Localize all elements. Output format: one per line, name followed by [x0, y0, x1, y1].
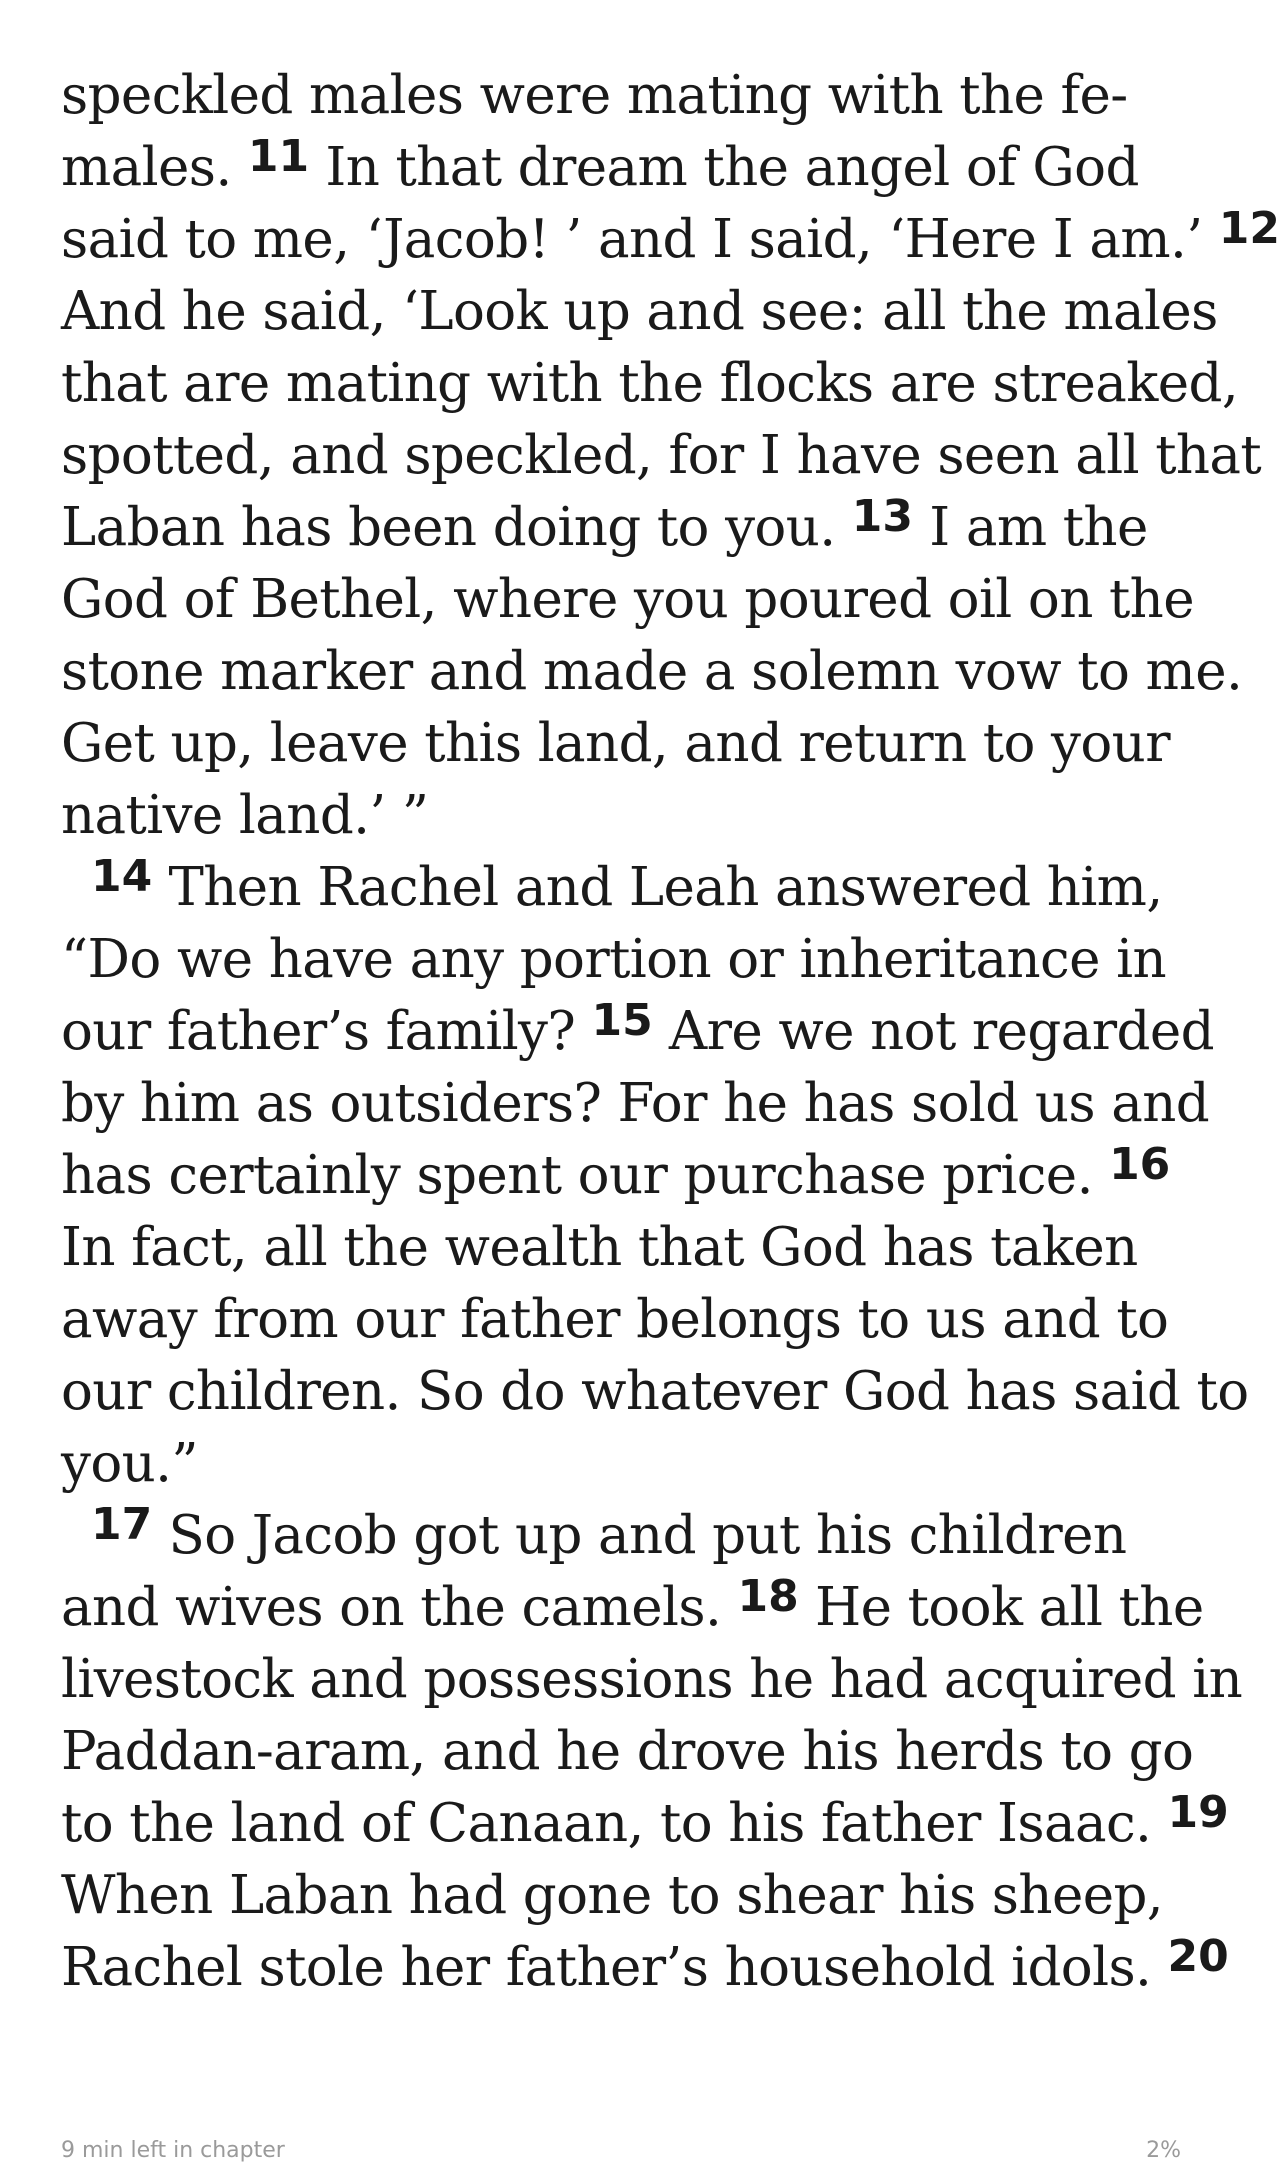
text-line: males. $^{11}$ In that dream the angel of God — [61, 131, 1139, 198]
text-line: $^{17}$ So Jacob got up and put his children — [91, 1499, 1127, 1566]
verse-number: 20 — [1167, 1931, 1229, 1982]
text-line: livestock and possessions he had acquired in — [61, 1649, 1243, 1710]
text-line: our children. So do whatever God has said to — [61, 1361, 1249, 1422]
verse-number: 19 — [1167, 1787, 1229, 1838]
reading-progress-footer — [0, 2136, 1242, 2163]
text-line: $^{14}$ Then Rachel and Leah answered him, — [91, 851, 1163, 918]
text-line: In fact, all the wealth that God has taken — [61, 1217, 1138, 1278]
text-line: stone marker and made a solemn vow to me. — [61, 641, 1243, 702]
verse-number: 13 — [851, 491, 913, 542]
verse-number: 12 — [1218, 203, 1280, 254]
verse-number: 17 — [91, 1499, 153, 1550]
text-line: When Laban had gone to shear his sheep, — [61, 1865, 1164, 1926]
text-line: “Do we have any portion or inheritance in — [61, 929, 1167, 990]
text-line: Rachel stole her father’s household idols. $^{20}$ — [61, 1931, 1229, 1998]
book-progress-percent: 2% — [1146, 2138, 1181, 2163]
text-line: to the land of Canaan, to his father Isaac. $^{19}$ — [61, 1787, 1229, 1854]
text-line: away from our father belongs to us and to — [61, 1289, 1169, 1350]
verse-number: 14 — [91, 851, 153, 902]
verse-number: 16 — [1109, 1139, 1171, 1190]
text-line: and wives on the camels. $^{18}$ He took all the — [61, 1571, 1204, 1638]
text-line: by him as outsiders? For he has sold us and — [61, 1073, 1210, 1134]
text-line: Paddan-aram, and he drove his herds to go — [61, 1721, 1194, 1782]
text-line: said to me, ‘Jacob! ’ and I said, ‘Here I am.’ $^{12}$ — [61, 203, 1280, 270]
time-left-in-chapter: 9 min left in chapter — [61, 2138, 285, 2163]
text-line: Laban has been doing to you. $^{13}$ I am the — [61, 491, 1148, 558]
text-line: spotted, and speckled, for I have seen all that — [61, 425, 1262, 486]
text-line: speckled males were mating with the fe- — [61, 65, 1128, 126]
text-line: that are mating with the flocks are streaked, — [61, 353, 1239, 414]
text-line: Get up, leave this land, and return to your — [61, 713, 1170, 774]
chapter-text — [61, 60, 1280, 2004]
text-line: And he said, ‘Look up and see: all the males — [61, 281, 1218, 342]
text-line: has certainly spent our purchase price. $^{16}$ — [61, 1139, 1171, 1206]
verse-number: 11 — [247, 131, 310, 182]
verse-number: 18 — [737, 1571, 799, 1622]
text-line: our father’s family? $^{15}$ Are we not regarded — [61, 995, 1214, 1062]
text-line: native land.’ ” — [61, 785, 429, 846]
text-line: you.” — [61, 1433, 198, 1494]
text-line: God of Bethel, where you poured oil on the — [61, 569, 1194, 630]
verse-number: 15 — [591, 995, 653, 1046]
